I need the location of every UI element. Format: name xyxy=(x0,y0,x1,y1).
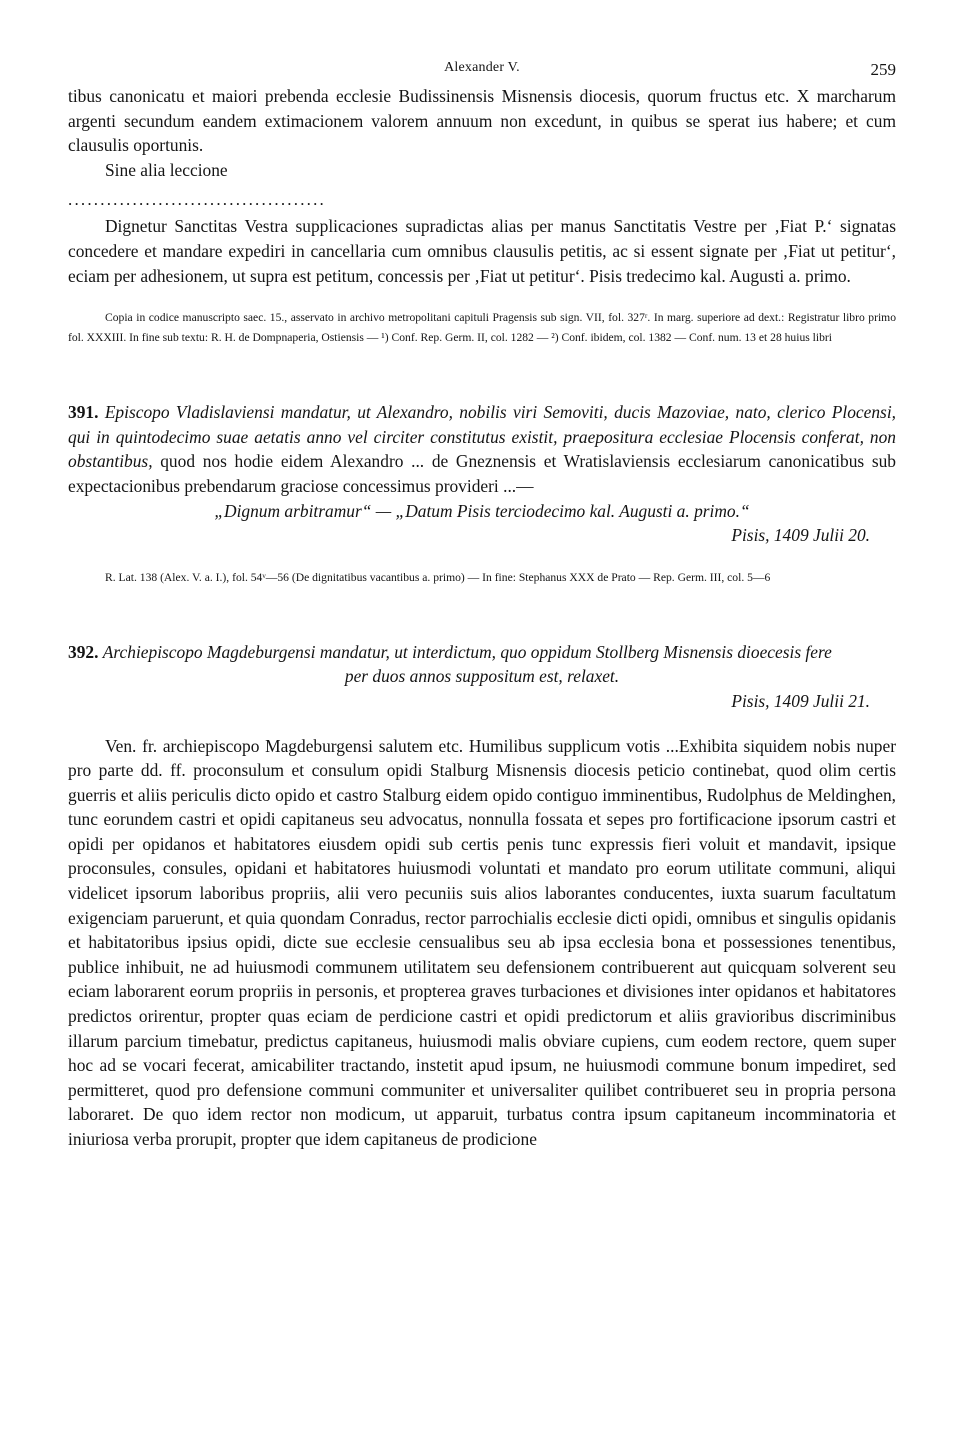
entry-392-date: Pisis, 1409 Julii 21. xyxy=(731,690,870,711)
entry-392-regest-line1: Archiepiscopo Magdeburgensi mandatur, ut interdictum, quo oppidum Stollberg Misnensis dioecesis fere xyxy=(102,641,832,662)
entry-391-formulae: „Dignum arbitramur“ — „Datum Pisis terciodecimo kal. Augusti a. primo.“ xyxy=(214,500,750,521)
page-number: 259 xyxy=(870,60,896,79)
document-page xyxy=(68,52,896,1152)
prev-entry-continuation: tibus canonicatu et maiori prebenda ecclesie Budissinensis Misnensis diocesis, quorum fructus etc. X marcharum argenti secundum eandem extimacionem valorem annuum non excedunt, in quibus se sperat ius habere; et cum clausulis oportunis. xyxy=(68,86,896,156)
entry-391-regest xyxy=(68,400,896,498)
entry-392-regest-line2: per duos annos suppositum est, relaxet. xyxy=(344,666,620,687)
prev-entry-source-note: Copia in codice manuscripto saec. 15., asservato in archivo metropolitani capituli Pragensis sub sign. VII, fol. 327ʳ. In marg. superiore ad dext.: Registratur libro primo fol. XXXIII. In fine sub textu: R. H. de Dompnaperia, Ostiensis — ¹) Conf. Rep. Germ. II, col. 1282 — ²) Conf. ibidem, col. 1382 — Conf. num. 13 et 28 huius libri xyxy=(68,311,896,345)
running-title: Alexander V. xyxy=(444,60,520,75)
entry-391-source-note: R. Lat. 138 (Alex. V. a. I.), fol. 54ᵛ—56 (De dignitatibus vacantibus a. primo) — In fine: Stephanus XXX de Prato — Rep. Germ. III, col. 5—6 xyxy=(105,570,771,584)
entry-392-number: 392. xyxy=(68,641,99,662)
entry-392-regest xyxy=(68,640,896,665)
entry-391-regest-roman: quod nos hodie eidem Alexandro ... de Gneznensis et Wratislaviensis ecclesiarum canonicatibus sub expectacionibus prebendarum graciose concessimus provideri ...— xyxy=(68,451,896,496)
dignetur-paragraph: Dignetur Sanctitas Vestra supplicaciones supradictas alias per manus Sanctitatis Vestre per ‚Fiat P.‘ signatas concedere et mandare expediri in cancellaria cum omnibus clausulis petitis, ac si essent signate per ‚Fiat ut petitur‘, eciam per adhesionem, ut supra est petitum, concessis per ‚Fiat ut petitur‘. Pisis tredecimo kal. Augusti a. primo. xyxy=(68,216,896,286)
ellipsis-line: ........................................ xyxy=(68,190,326,210)
entry-392-text: Ven. fr. archiepiscopo Magdeburgensi salutem etc. Humilibus supplicum votis ...Exhibita siquidem nobis nuper pro parte dd. ff. proconsulum et consulum opidi Stalburg Misnensis diocesis peticio continebat, quod olim certis guerris et aliis periculis dicto opido et castro Stalburg eidem opido contiguo imminentibus, Rudolphus de Meldinghen, tunc eorundem castri et opidi capitaneus seu advocatus, nonnulla fossata et sepes pro fortificacione ipsorum castri et opidi per opidanos et habitatores eiusdem opidi sub certis penis tunc expressis fieri voluit et mandavit, ipsique proconsules, consules, opidani et habitatores huiusmodi voluntati et mandato pro eorum utilitate communi, aliqui videlicet ipsorum laboribus propriis, alii vero pecuniis suis alios laborantes conducentes, iuxta suarum facultatum exigenciam paruerunt, et quia quondam Conradus, rector parrochialis ecclesie dicti opidi, omnibus et singulis opidanis et habitatoribus ipsius opidi, dicte sue ecclesie censualibus seu ab ipsa ecclesia bona et possessiones tenentibus, publice inhibuit, ne ad huiusmodi communem utilitatem seu defensionem contribuerent aut quicquam solverent seu eciam laborarent eorum propriis in personis, et propterea graves turbaciones et divisiones inter opidanos et habitatores predictos orirentur, propter quas eciam de perdicione castri et opidi predictorum et aliis gravioribus discriminibus illarum parcium timebatur, predictus capitaneus, huiusmodi malis obviare cupiens, cum eodem rectore, quem super hoc ad se vocari fecerat, amicabiliter tractando, instetit apud ipsum, ne huiusmodi commune bonum impediret, sed permitteret, quod pro defensione communi communiter et universaliter quilibet contribueret seu in propria persona laboraret. De quo idem rector non modicum, ut apparuit, turbatus contra ipsum capitaneum incomminatoria et iniuriosa verba prorupit, propter que idem capitaneus de prodicione xyxy=(68,735,896,1149)
entry-391-number: 391. xyxy=(68,402,99,423)
entry-391-date: Pisis, 1409 Julii 20. xyxy=(731,525,870,546)
running-header xyxy=(68,52,896,84)
entry-391-regest-italic: Episcopo Vladislaviensi mandatur, ut Alexandro, nobilis viri Semoviti, ducis Mazoviae, nato, clerico Plocensi, qui in quintodecimo suae aetatis anno vel circiter constitutus existit, praepositura ecclesiae Plocensis conferat, non obstantibus, xyxy=(68,402,896,472)
sine-alia-line: Sine alia leccione xyxy=(105,159,228,180)
